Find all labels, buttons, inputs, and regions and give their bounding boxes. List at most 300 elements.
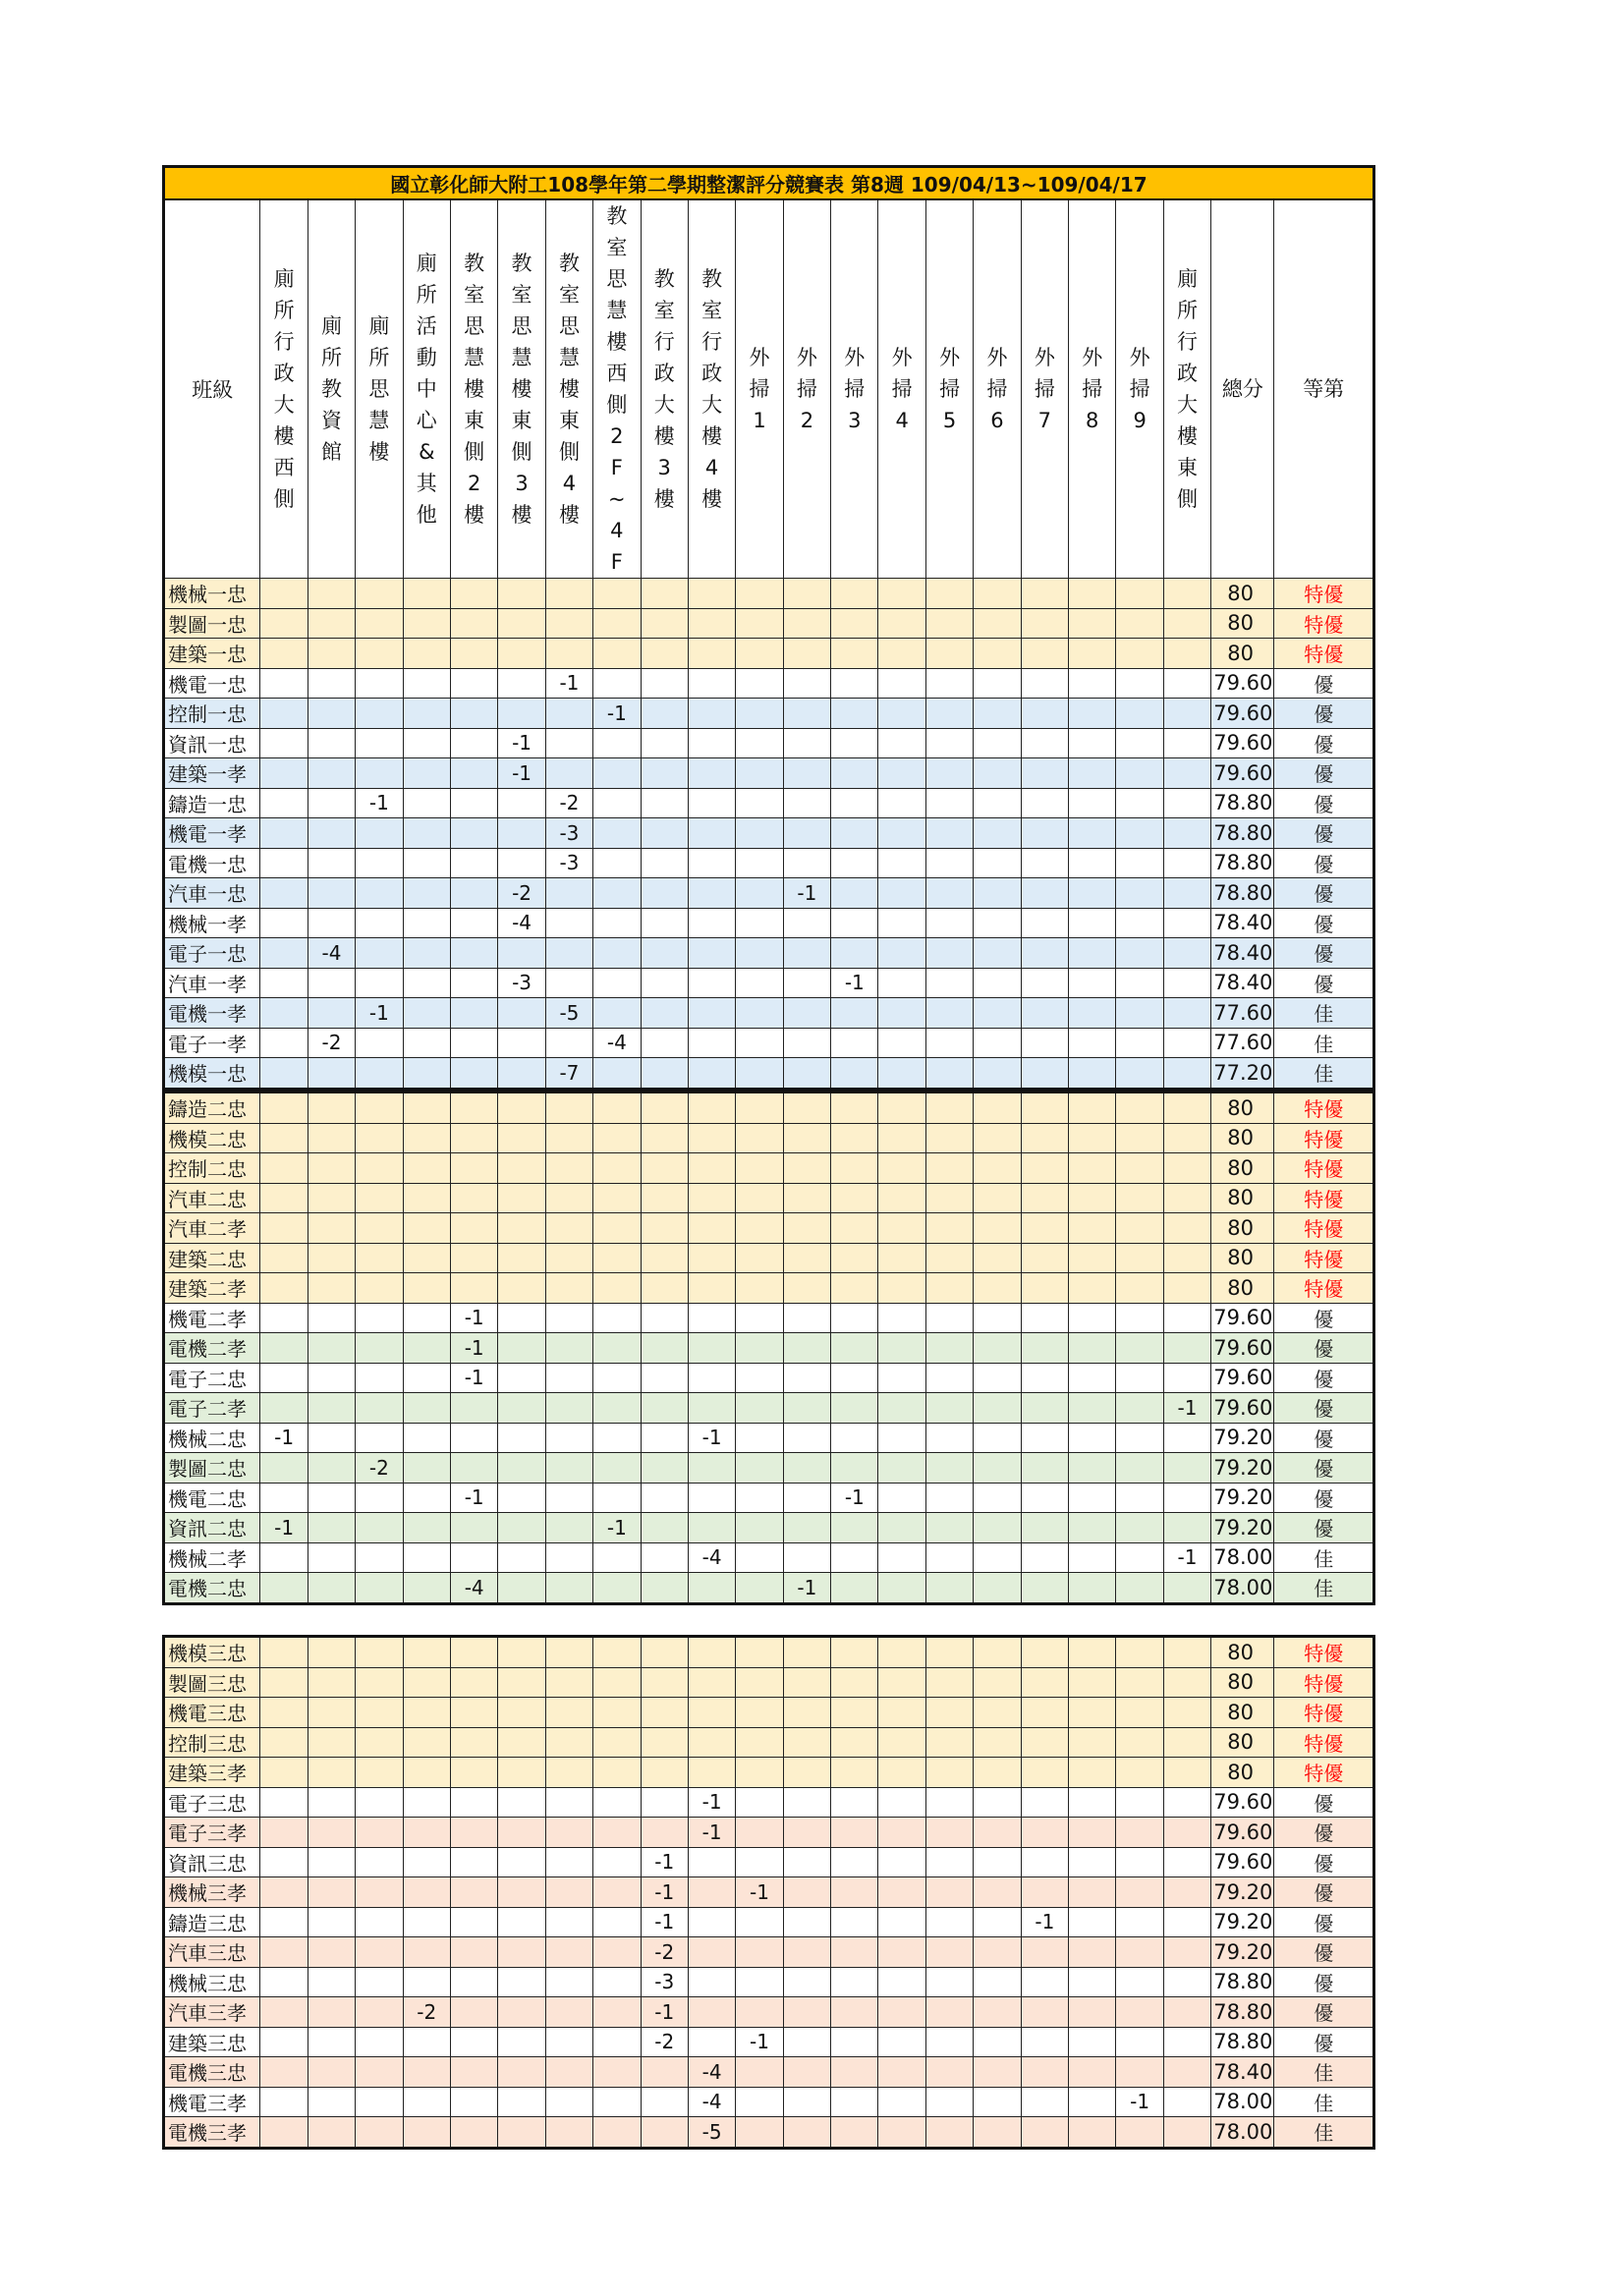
- empty-cell: [593, 2117, 641, 2149]
- class-name-cell: 鑄造一忠: [164, 788, 260, 818]
- header-area-8: 教室思慧樓西側2F~4F: [593, 199, 641, 579]
- empty-cell: [1116, 1483, 1163, 1513]
- empty-cell: [403, 1667, 450, 1698]
- empty-cell: [1163, 1818, 1210, 1848]
- empty-cell: [783, 848, 830, 878]
- empty-cell: [1069, 1213, 1116, 1244]
- empty-cell: [831, 1967, 878, 1997]
- empty-cell: [925, 1363, 973, 1393]
- grade-cell: 優: [1274, 1333, 1374, 1364]
- empty-cell: [1021, 1513, 1068, 1543]
- empty-cell: [783, 699, 830, 729]
- empty-cell: [593, 1273, 641, 1304]
- empty-cell: [403, 1907, 450, 1937]
- grade-cell: 優: [1274, 848, 1374, 878]
- empty-cell: [878, 2057, 925, 2088]
- empty-cell: [925, 1393, 973, 1424]
- empty-cell: [925, 1937, 973, 1968]
- empty-cell: [1163, 1787, 1210, 1818]
- empty-cell: [1116, 1997, 1163, 2028]
- empty-cell: [925, 2027, 973, 2057]
- header-area-1: 廁所行政大樓西側: [260, 199, 308, 579]
- empty-cell: [783, 1333, 830, 1364]
- empty-cell: [593, 1937, 641, 1968]
- empty-cell: [878, 1573, 925, 1604]
- empty-cell: [688, 1058, 735, 1090]
- empty-cell: [974, 668, 1021, 699]
- empty-cell: [1021, 1333, 1068, 1364]
- total-score-cell: 80: [1211, 1243, 1274, 1273]
- empty-cell: [308, 1393, 355, 1424]
- empty-cell: [498, 1667, 545, 1698]
- grade-cell: 優: [1274, 1937, 1374, 1968]
- empty-cell: [1069, 699, 1116, 729]
- empty-cell: [878, 608, 925, 639]
- empty-cell: [260, 1028, 308, 1058]
- table-row: [164, 1513, 1374, 1543]
- empty-cell: [925, 1273, 973, 1304]
- empty-cell: [1163, 668, 1210, 699]
- empty-cell: [403, 938, 450, 969]
- empty-cell: [736, 908, 783, 938]
- total-score-cell: 79.60: [1211, 1393, 1274, 1424]
- empty-cell: [831, 1573, 878, 1604]
- deduction-cell: -2: [545, 788, 592, 818]
- total-score-cell: 79.60: [1211, 1363, 1274, 1393]
- empty-cell: [831, 1787, 878, 1818]
- empty-cell: [974, 968, 1021, 998]
- empty-cell: [403, 1847, 450, 1877]
- empty-cell: [641, 968, 688, 998]
- empty-cell: [736, 1573, 783, 1604]
- empty-cell: [593, 1423, 641, 1453]
- empty-cell: [641, 699, 688, 729]
- empty-cell: [403, 1058, 450, 1090]
- table-row: [164, 1667, 1374, 1698]
- empty-cell: [260, 1273, 308, 1304]
- empty-cell: [878, 1153, 925, 1184]
- empty-cell: [1021, 788, 1068, 818]
- deduction-cell: -1: [545, 668, 592, 699]
- deduction-cell: -1: [1163, 1542, 1210, 1573]
- empty-cell: [925, 668, 973, 699]
- empty-cell: [641, 1092, 688, 1124]
- header-area-18: 外掃8: [1069, 199, 1116, 579]
- total-score-cell: 79.60: [1211, 1847, 1274, 1877]
- empty-cell: [736, 579, 783, 609]
- empty-cell: [878, 1028, 925, 1058]
- empty-cell: [545, 908, 592, 938]
- empty-cell: [974, 608, 1021, 639]
- empty-cell: [641, 1667, 688, 1698]
- empty-cell: [545, 968, 592, 998]
- empty-cell: [641, 1303, 688, 1333]
- empty-cell: [1021, 1153, 1068, 1184]
- header-area-6: 教室思慧樓東側3樓: [498, 199, 545, 579]
- empty-cell: [545, 1847, 592, 1877]
- total-score-cell: 80: [1211, 1758, 1274, 1788]
- grade-cell: 特優: [1274, 1273, 1374, 1304]
- empty-cell: [498, 1698, 545, 1728]
- empty-cell: [688, 1303, 735, 1333]
- empty-cell: [450, 2027, 497, 2057]
- empty-cell: [783, 1997, 830, 2028]
- empty-cell: [1069, 1513, 1116, 1543]
- grade-cell: 特優: [1274, 1153, 1374, 1184]
- total-score-cell: 78.00: [1211, 1573, 1274, 1604]
- empty-cell: [783, 1513, 830, 1543]
- empty-cell: [308, 1333, 355, 1364]
- empty-cell: [1116, 728, 1163, 758]
- empty-cell: [356, 1333, 403, 1364]
- empty-cell: [1116, 848, 1163, 878]
- empty-cell: [736, 1303, 783, 1333]
- grade-cell: 優: [1274, 818, 1374, 849]
- empty-cell: [974, 1818, 1021, 1848]
- empty-cell: [974, 1698, 1021, 1728]
- empty-cell: [831, 1123, 878, 1153]
- empty-cell: [1116, 1818, 1163, 1848]
- empty-cell: [736, 1818, 783, 1848]
- empty-cell: [925, 938, 973, 969]
- empty-cell: [974, 1058, 1021, 1090]
- empty-cell: [1116, 818, 1163, 849]
- empty-cell: [545, 878, 592, 909]
- empty-cell: [1116, 639, 1163, 669]
- empty-cell: [308, 1153, 355, 1184]
- class-name-cell: 電子三忠: [164, 1787, 260, 1818]
- empty-cell: [688, 1667, 735, 1698]
- empty-cell: [831, 2117, 878, 2149]
- empty-cell: [450, 908, 497, 938]
- empty-cell: [1116, 1727, 1163, 1758]
- empty-cell: [498, 1153, 545, 1184]
- deduction-cell: -2: [641, 1937, 688, 1968]
- class-name-cell: 機模二忠: [164, 1123, 260, 1153]
- total-score-cell: 79.60: [1211, 1818, 1274, 1848]
- class-name-cell: 機械二忠: [164, 1423, 260, 1453]
- class-name-cell: 資訊一忠: [164, 728, 260, 758]
- header-total: 總分: [1211, 199, 1274, 579]
- empty-cell: [1116, 788, 1163, 818]
- empty-cell: [308, 1698, 355, 1728]
- empty-cell: [878, 1727, 925, 1758]
- deduction-cell: -7: [545, 1058, 592, 1090]
- empty-cell: [925, 1967, 973, 1997]
- deduction-cell: -1: [498, 758, 545, 789]
- empty-cell: [878, 1818, 925, 1848]
- empty-cell: [1069, 848, 1116, 878]
- empty-cell: [593, 2087, 641, 2117]
- score-table-grade-2: [162, 1091, 1375, 1605]
- total-score-cell: 78.00: [1211, 1542, 1274, 1573]
- empty-cell: [688, 1637, 735, 1668]
- empty-cell: [1163, 1727, 1210, 1758]
- empty-cell: [974, 1303, 1021, 1333]
- empty-cell: [736, 1997, 783, 2028]
- empty-cell: [974, 1573, 1021, 1604]
- empty-cell: [593, 1483, 641, 1513]
- empty-cell: [1069, 1542, 1116, 1573]
- empty-cell: [688, 968, 735, 998]
- empty-cell: [641, 1243, 688, 1273]
- empty-cell: [1069, 1818, 1116, 1848]
- grade-cell: 優: [1274, 1453, 1374, 1484]
- empty-cell: [356, 1183, 403, 1213]
- empty-cell: [498, 1847, 545, 1877]
- total-score-cell: 78.80: [1211, 1967, 1274, 1997]
- empty-cell: [1116, 1183, 1163, 1213]
- empty-cell: [1163, 1153, 1210, 1184]
- deduction-cell: -5: [688, 2117, 735, 2149]
- empty-cell: [403, 1123, 450, 1153]
- empty-cell: [1116, 1513, 1163, 1543]
- empty-cell: [974, 2087, 1021, 2117]
- empty-cell: [878, 1967, 925, 1997]
- empty-cell: [1069, 2027, 1116, 2057]
- empty-cell: [878, 1393, 925, 1424]
- total-score-cell: 79.20: [1211, 1513, 1274, 1543]
- empty-cell: [925, 1758, 973, 1788]
- empty-cell: [498, 1092, 545, 1124]
- empty-cell: [974, 1123, 1021, 1153]
- empty-cell: [974, 1787, 1021, 1818]
- empty-cell: [783, 1213, 830, 1244]
- empty-cell: [974, 1363, 1021, 1393]
- empty-cell: [831, 639, 878, 669]
- empty-cell: [1021, 1273, 1068, 1304]
- empty-cell: [1021, 668, 1068, 699]
- empty-cell: [308, 2027, 355, 2057]
- empty-cell: [1069, 1907, 1116, 1937]
- empty-cell: [545, 758, 592, 789]
- empty-cell: [783, 1453, 830, 1484]
- empty-cell: [308, 1183, 355, 1213]
- grade-cell: 特優: [1274, 1243, 1374, 1273]
- empty-cell: [498, 1818, 545, 1848]
- empty-cell: [545, 1393, 592, 1424]
- empty-cell: [688, 1123, 735, 1153]
- empty-cell: [593, 1847, 641, 1877]
- grade-cell: 佳: [1274, 1573, 1374, 1604]
- total-score-cell: 80: [1211, 1667, 1274, 1698]
- empty-cell: [925, 2087, 973, 2117]
- empty-cell: [260, 968, 308, 998]
- deduction-cell: -3: [545, 818, 592, 849]
- empty-cell: [1163, 788, 1210, 818]
- empty-cell: [925, 1423, 973, 1453]
- class-name-cell: 控制二忠: [164, 1153, 260, 1184]
- empty-cell: [593, 1698, 641, 1728]
- deduction-cell: -1: [498, 728, 545, 758]
- empty-cell: [1116, 1153, 1163, 1184]
- empty-cell: [308, 788, 355, 818]
- empty-cell: [356, 818, 403, 849]
- empty-cell: [1163, 1758, 1210, 1788]
- class-name-cell: 機械二孝: [164, 1542, 260, 1573]
- empty-cell: [925, 968, 973, 998]
- empty-cell: [403, 1153, 450, 1184]
- empty-cell: [1021, 2117, 1068, 2149]
- empty-cell: [403, 1818, 450, 1848]
- empty-cell: [783, 2117, 830, 2149]
- empty-cell: [831, 1028, 878, 1058]
- empty-cell: [403, 1183, 450, 1213]
- empty-cell: [1163, 1303, 1210, 1333]
- empty-cell: [593, 728, 641, 758]
- empty-cell: [688, 728, 735, 758]
- deduction-cell: -1: [831, 968, 878, 998]
- class-name-cell: 建築三孝: [164, 1758, 260, 1788]
- empty-cell: [403, 2117, 450, 2149]
- empty-cell: [260, 2057, 308, 2088]
- table-row: [164, 1058, 1374, 1090]
- empty-cell: [831, 1667, 878, 1698]
- total-score-cell: 78.00: [1211, 2087, 1274, 2117]
- empty-cell: [878, 728, 925, 758]
- score-table: [162, 1091, 1375, 1605]
- empty-cell: [260, 1393, 308, 1424]
- empty-cell: [545, 728, 592, 758]
- total-score-cell: 79.20: [1211, 1453, 1274, 1484]
- empty-cell: [1116, 1213, 1163, 1244]
- empty-cell: [974, 1997, 1021, 2028]
- table-row: [164, 1213, 1374, 1244]
- empty-cell: [593, 1727, 641, 1758]
- empty-cell: [736, 1333, 783, 1364]
- empty-cell: [783, 1542, 830, 1573]
- empty-cell: [925, 1153, 973, 1184]
- empty-cell: [831, 1183, 878, 1213]
- empty-cell: [688, 579, 735, 609]
- empty-cell: [403, 1967, 450, 1997]
- empty-cell: [878, 758, 925, 789]
- empty-cell: [878, 788, 925, 818]
- empty-cell: [783, 1907, 830, 1937]
- empty-cell: [545, 1153, 592, 1184]
- deduction-cell: -2: [641, 2027, 688, 2057]
- empty-cell: [878, 1243, 925, 1273]
- table-row: [164, 2027, 1374, 2057]
- empty-cell: [925, 1637, 973, 1668]
- grade-cell: 優: [1274, 788, 1374, 818]
- empty-cell: [308, 1727, 355, 1758]
- empty-cell: [878, 1423, 925, 1453]
- grade-cell: 特優: [1274, 1092, 1374, 1124]
- empty-cell: [878, 878, 925, 909]
- empty-cell: [356, 1423, 403, 1453]
- empty-cell: [925, 1877, 973, 1908]
- deduction-cell: -1: [641, 1847, 688, 1877]
- empty-cell: [783, 1727, 830, 1758]
- empty-cell: [1163, 1123, 1210, 1153]
- empty-cell: [545, 2027, 592, 2057]
- empty-cell: [688, 1333, 735, 1364]
- empty-cell: [545, 1028, 592, 1058]
- class-name-cell: 電子二忠: [164, 1363, 260, 1393]
- empty-cell: [498, 1967, 545, 1997]
- grade-cell: 特優: [1274, 1698, 1374, 1728]
- grade-cell: 優: [1274, 1877, 1374, 1908]
- empty-cell: [783, 1183, 830, 1213]
- grade-cell: 優: [1274, 668, 1374, 699]
- empty-cell: [498, 639, 545, 669]
- empty-cell: [736, 1637, 783, 1668]
- empty-cell: [593, 998, 641, 1029]
- empty-cell: [356, 699, 403, 729]
- total-score-cell: 79.20: [1211, 1937, 1274, 1968]
- empty-cell: [356, 908, 403, 938]
- empty-cell: [260, 1698, 308, 1728]
- header-area-5: 教室思慧樓東側2樓: [450, 199, 497, 579]
- empty-cell: [688, 878, 735, 909]
- empty-cell: [1021, 1423, 1068, 1453]
- empty-cell: [878, 998, 925, 1029]
- total-score-cell: 80: [1211, 1123, 1274, 1153]
- empty-cell: [593, 1333, 641, 1364]
- empty-cell: [974, 1243, 1021, 1273]
- class-name-cell: 電子一孝: [164, 1028, 260, 1058]
- empty-cell: [831, 788, 878, 818]
- empty-cell: [450, 1453, 497, 1484]
- total-score-cell: 79.60: [1211, 728, 1274, 758]
- empty-cell: [1163, 1423, 1210, 1453]
- table-row: [164, 908, 1374, 938]
- empty-cell: [688, 1847, 735, 1877]
- empty-cell: [1163, 1513, 1210, 1543]
- empty-cell: [260, 1573, 308, 1604]
- empty-cell: [1021, 1243, 1068, 1273]
- class-name-cell: 建築一忠: [164, 639, 260, 669]
- table-row: [164, 1393, 1374, 1424]
- empty-cell: [545, 1273, 592, 1304]
- empty-cell: [641, 1637, 688, 1668]
- empty-cell: [1163, 1667, 1210, 1698]
- grade-cell: 優: [1274, 1483, 1374, 1513]
- empty-cell: [498, 1213, 545, 1244]
- total-score-cell: 78.80: [1211, 848, 1274, 878]
- empty-cell: [878, 1513, 925, 1543]
- empty-cell: [783, 1243, 830, 1273]
- empty-cell: [831, 938, 878, 969]
- empty-cell: [641, 1273, 688, 1304]
- empty-cell: [260, 1483, 308, 1513]
- empty-cell: [450, 1058, 497, 1090]
- empty-cell: [498, 1183, 545, 1213]
- empty-cell: [1163, 1573, 1210, 1604]
- empty-cell: [545, 2057, 592, 2088]
- empty-cell: [974, 2027, 1021, 2057]
- empty-cell: [498, 1273, 545, 1304]
- empty-cell: [498, 1907, 545, 1937]
- empty-cell: [831, 908, 878, 938]
- empty-cell: [688, 1363, 735, 1393]
- empty-cell: [593, 1637, 641, 1668]
- empty-cell: [736, 1393, 783, 1424]
- empty-cell: [736, 848, 783, 878]
- empty-cell: [974, 1667, 1021, 1698]
- empty-cell: [925, 728, 973, 758]
- empty-cell: [831, 1877, 878, 1908]
- total-score-cell: 78.80: [1211, 878, 1274, 909]
- empty-cell: [498, 1483, 545, 1513]
- empty-cell: [1163, 818, 1210, 849]
- empty-cell: [1116, 2027, 1163, 2057]
- empty-cell: [308, 1937, 355, 1968]
- empty-cell: [925, 1333, 973, 1364]
- empty-cell: [308, 1513, 355, 1543]
- deduction-cell: -1: [783, 1573, 830, 1604]
